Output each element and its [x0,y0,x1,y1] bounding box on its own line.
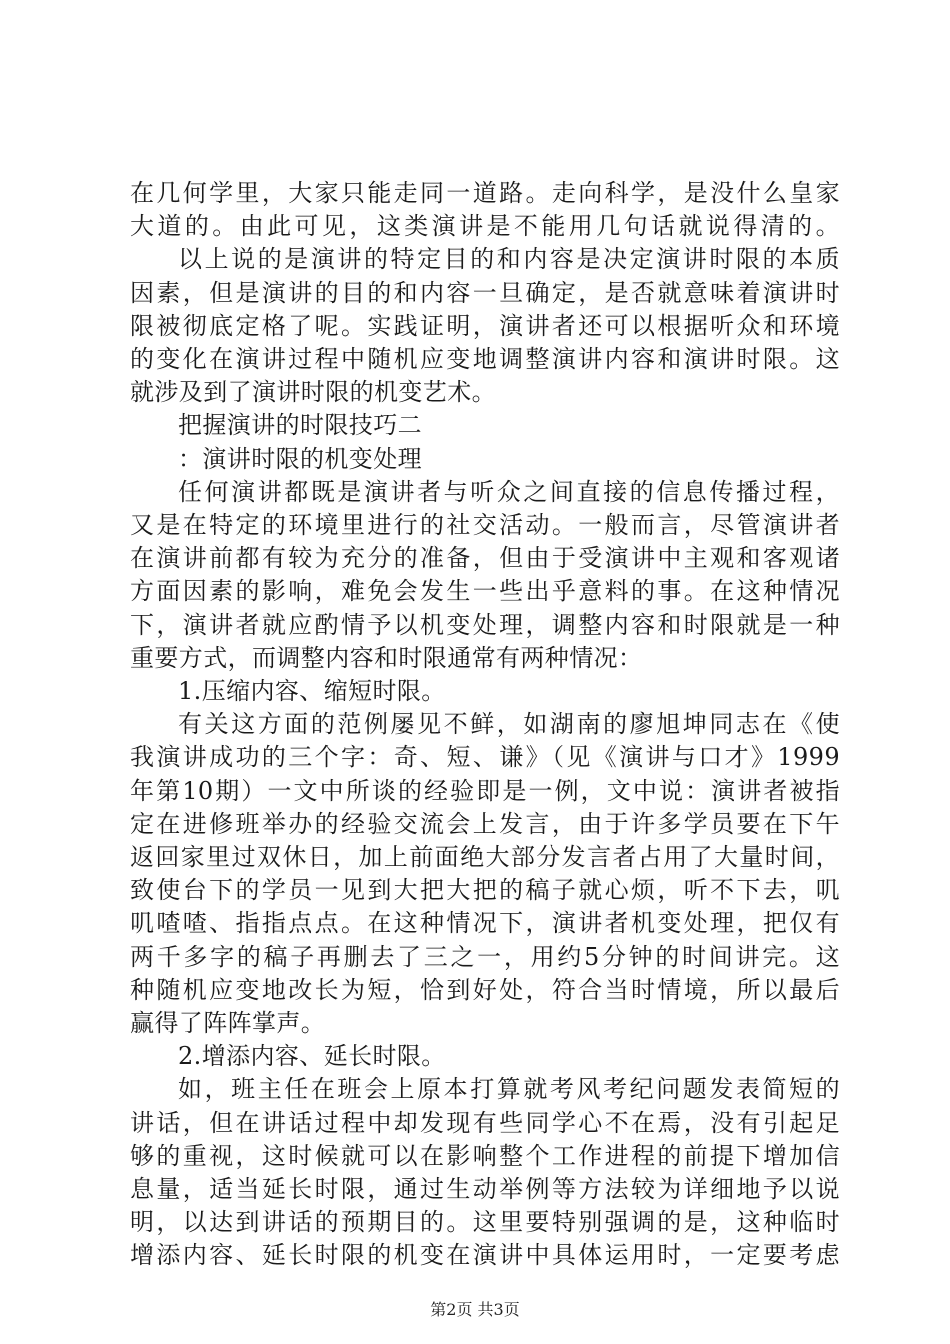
text-line: 年第10期）一文中所谈的经验即是一例，文中说：演讲者被指 [130,776,840,805]
text-line: 有关这方面的范例屡见不鲜，如湖南的廖旭坤同志在《使 [178,710,840,739]
section-subheading: ：演讲时限的机变处理 [178,444,422,473]
text-line: 在演讲前都有较为充分的准备，但由于受演讲中主观和客观诸 [130,544,840,573]
text-line: 致使台下的学员一见到大把大把的稿子就心烦，听不下去，叽 [130,876,840,905]
text-line: 以上说的是演讲的特定目的和内容是决定演讲时限的本质 [178,245,840,274]
text-line: 明，以达到讲话的预期目的。这里要特别强调的是，这种临时 [130,1208,840,1237]
text-line: 任何演讲都既是演讲者与听众之间直接的信息传播过程， [178,477,840,506]
text-line: 我演讲成功的三个字：奇、短、谦》（见《演讲与口才》1999 [130,743,840,772]
text-line: 大道的。由此可见，这类演讲是不能用几句话就说得清的。 [130,212,840,241]
text-line: 息量，适当延长时限，通过生动举例等方法较为详细地予以说 [130,1175,840,1203]
list-item-heading: 2.增添内容、延长时限。 [178,1042,446,1071]
text-line: 下，演讲者就应酌情予以机变处理，调整内容和时限就是一种 [130,610,840,639]
text-line: 的变化在演讲过程中随机应变地调整演讲内容和演讲时限。这 [130,345,840,373]
section-heading: 把握演讲的时限技巧二 [178,411,422,440]
text-line: 两千多字的稿子再删去了三之一，用约5分钟的时间讲完。这 [130,942,840,971]
list-item-heading: 1.压缩内容、缩短时限。 [178,677,446,705]
text-line: 就涉及到了演讲时限的机变艺术。 [130,378,496,407]
text-line: 重要方式，而调整内容和时限通常有两种情况： [130,643,643,672]
text-line: 方面因素的影响，难免会发生一些出乎意料的事。在这种情况 [130,577,840,606]
text-line: 讲话，但在讲话过程中却发现有些同学心不在焉，没有引起足 [130,1108,840,1137]
text-line: 赢得了阵阵掌声。 [130,1009,326,1037]
text-line: 在几何学里，大家只能走同一道路。走向科学，是没什么皇家 [130,179,840,207]
page-number-footer: 第2页 共3页 [430,1300,520,1319]
text-line: 定在进修班举办的经验交流会上发言，由于许多学员要在下午 [130,809,840,838]
text-line: 如，班主任在班会上原本打算就考风考纪问题发表简短的 [178,1075,840,1104]
text-line: 够的重视，这时候就可以在影响整个工作进程的前提下增加信 [130,1141,840,1170]
text-line: 返回家里过双休日，加上前面绝大部分发言者占用了大量时间， [130,843,840,871]
text-line: 叽喳喳、指指点点。在这种情况下，演讲者机变处理，把仅有 [130,909,840,938]
text-line: 限被彻底定格了呢。实践证明，演讲者还可以根据听众和环境 [130,311,840,340]
text-line: 增添内容、延长时限的机变在演讲中具体运用时，一定要考虑 [130,1241,840,1270]
text-line: 又是在特定的环境里进行的社交活动。一般而言，尽管演讲者 [130,511,840,539]
text-line: 种随机应变地改长为短，恰到好处，符合当时情境，所以最后 [130,975,840,1004]
text-line: 因素，但是演讲的目的和内容一旦确定，是否就意味着演讲时 [130,278,840,307]
